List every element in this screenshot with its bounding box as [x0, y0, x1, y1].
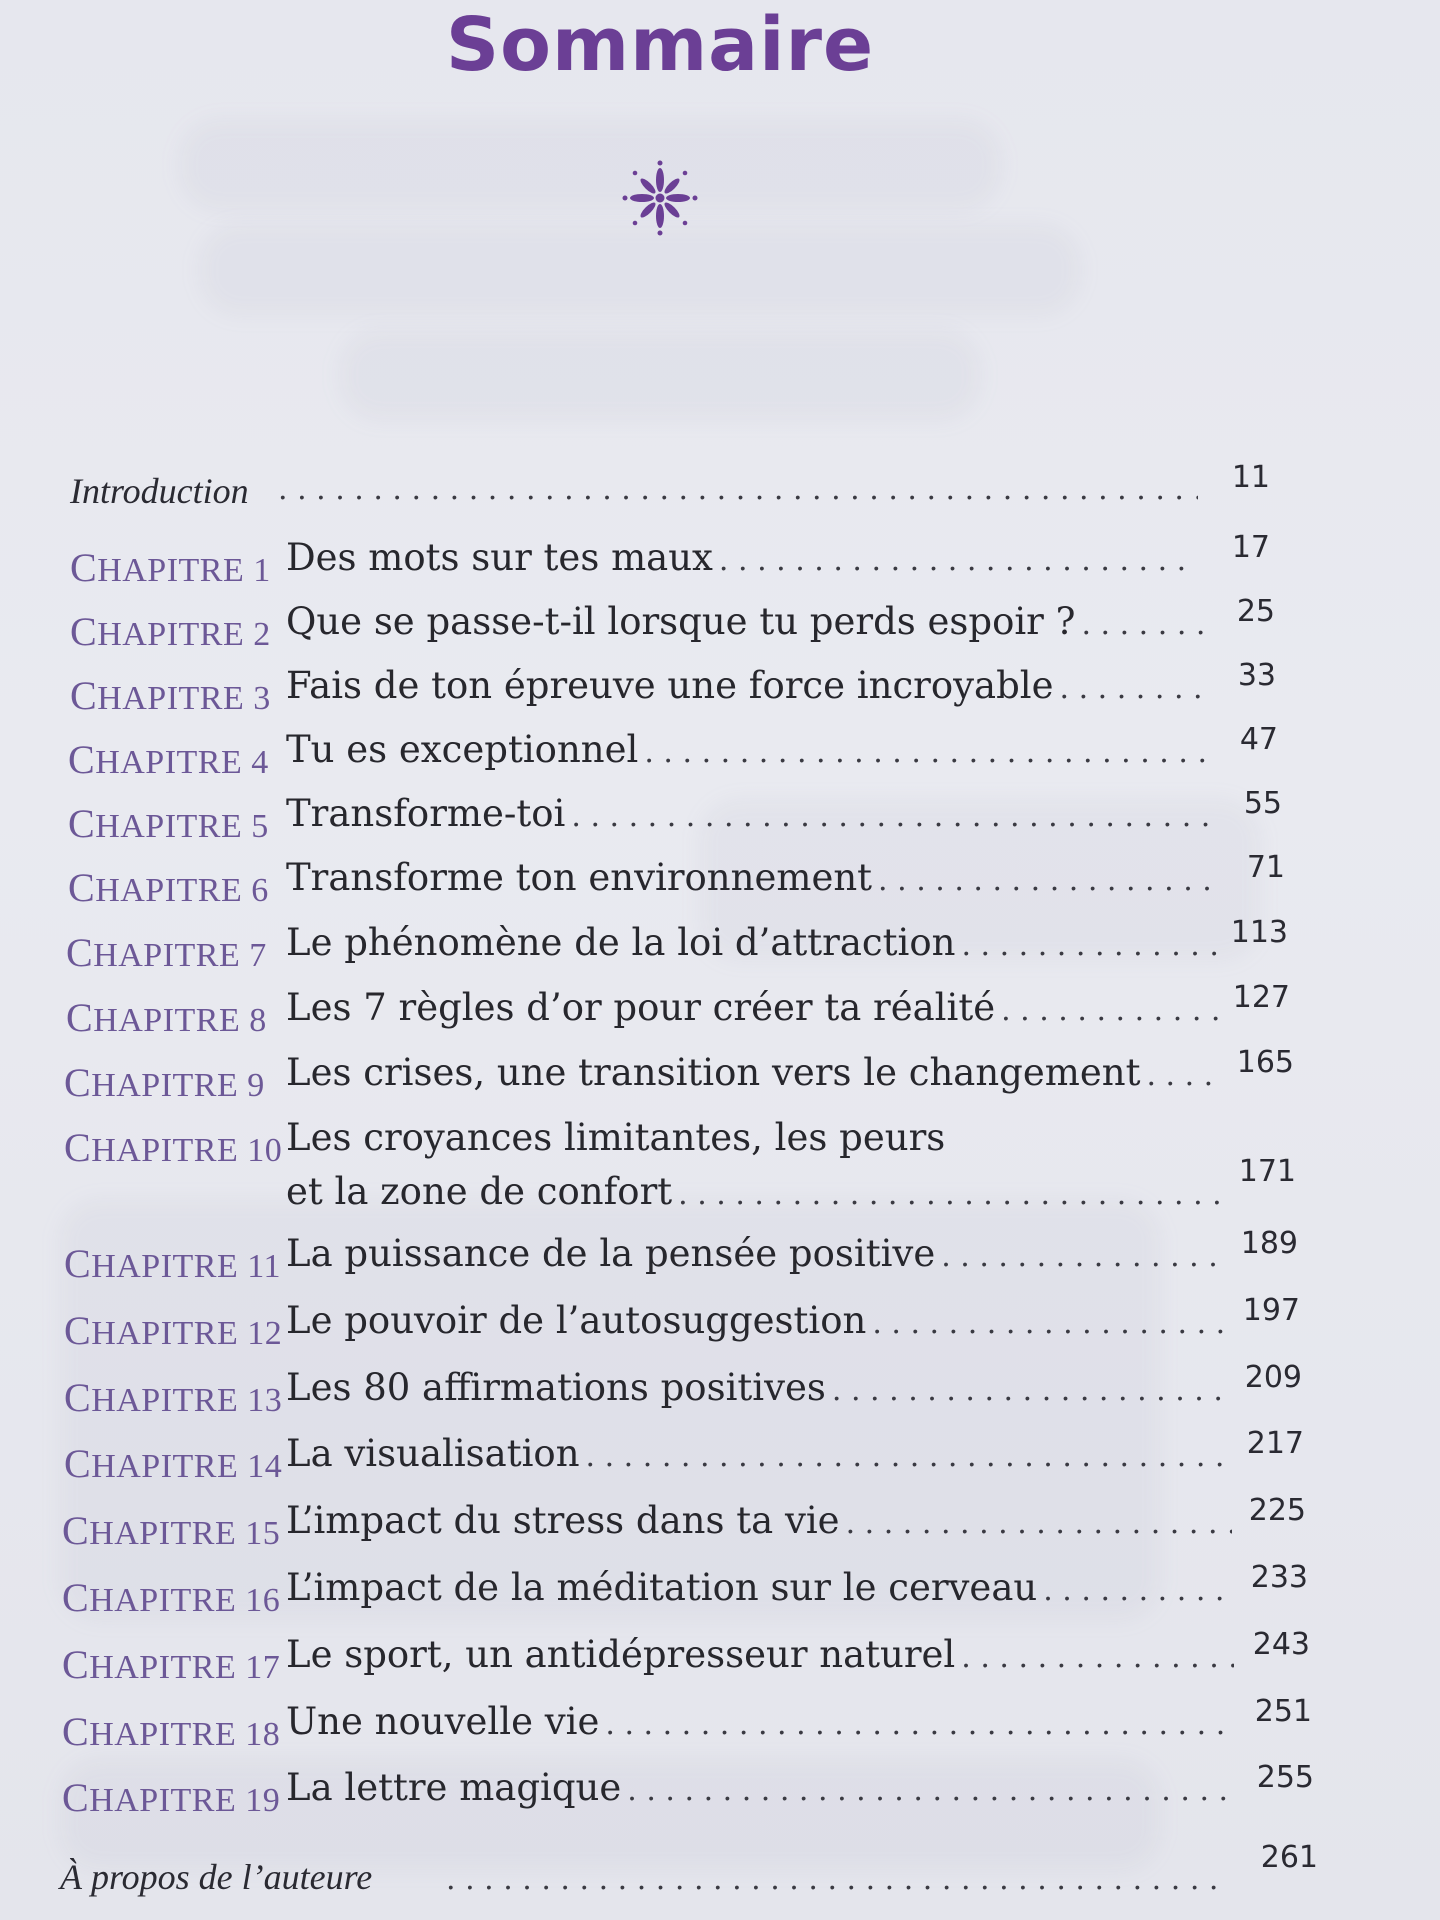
leader-dots [846, 1506, 1232, 1541]
toc-entry [286, 1299, 1230, 1342]
leader-dots [961, 1640, 1234, 1675]
page-number: 47 [1239, 722, 1278, 757]
leader-dots [941, 1239, 1226, 1274]
toc-row-chapter-1[interactable] [0, 530, 1440, 590]
chapter-title: Fais de ton épreuve une force incroyable [286, 664, 1054, 707]
page-number: 251 [1254, 1694, 1312, 1729]
toc-row-chapter-6[interactable] [0, 850, 1440, 910]
chapter-title: Les croyances limitantes, les peurs [286, 1116, 946, 1159]
toc-entry [278, 472, 1198, 507]
chapter-label: CHAPITRE 5 [68, 801, 269, 846]
toc-entry [286, 856, 1216, 899]
chapter-label: CHAPITRE 4 [68, 737, 269, 782]
chapter-title: Les 7 règles d’or pour créer ta réalité [286, 986, 996, 1029]
toc-entry [286, 664, 1206, 707]
leader-dots [1060, 671, 1206, 706]
toc-row-chapter-5[interactable] [0, 786, 1440, 846]
leader-dots [278, 472, 1198, 507]
chapter-title: Que se passe-t-il lorsque tu perds espoir ? [286, 600, 1076, 643]
toc-entry [286, 792, 1212, 835]
chapter-title: Transforme ton environnement [286, 856, 873, 899]
leader-dots [832, 1373, 1230, 1408]
page-number: 255 [1256, 1760, 1314, 1795]
toc-row-chapter-17[interactable] [0, 1627, 1440, 1687]
introduction-label: Introduction [70, 471, 249, 511]
toc-entry [286, 1366, 1230, 1409]
toc-entry [286, 1432, 1230, 1475]
toc-entry [286, 1051, 1222, 1094]
toc-row-chapter-9[interactable] [0, 1045, 1440, 1105]
page-number: 225 [1248, 1493, 1306, 1528]
chapter-label: CHAPITRE 10 [64, 1125, 283, 1170]
chapter-title: Tu es exceptionnel [286, 728, 639, 771]
chapter-label: CHAPITRE 19 [62, 1775, 281, 1820]
chapter-title: Transforme-toi [286, 792, 566, 835]
toc-row-chapter-12[interactable] [0, 1293, 1440, 1353]
toc-row-chapter-10[interactable] [0, 1110, 1440, 1230]
toc-row-introduction[interactable] [0, 460, 1440, 520]
page-number: 217 [1246, 1426, 1304, 1461]
chapter-title: L’impact de la méditation sur le cerveau [286, 1566, 1038, 1609]
toc-entry [286, 536, 1198, 579]
page-number: 197 [1242, 1293, 1300, 1328]
toc-entry [446, 1862, 1226, 1897]
leader-dots [446, 1862, 1226, 1897]
chapter-label: CHAPITRE 18 [62, 1709, 281, 1754]
toc-row-chapter-13[interactable] [0, 1360, 1440, 1420]
chapter-title-line2: et la zone de confort [286, 1170, 673, 1213]
toc-row-chapter-18[interactable] [0, 1694, 1440, 1754]
page-number: 55 [1243, 786, 1282, 821]
chapter-label: CHAPITRE 17 [62, 1642, 281, 1687]
chapter-title: Le sport, un antidépresseur naturel [286, 1633, 956, 1676]
chapter-title: La puissance de la pensée positive [286, 1232, 936, 1275]
chapter-label: CHAPITRE 3 [70, 673, 271, 718]
page-number: 71 [1246, 850, 1285, 885]
chapter-title: L’impact du stress dans ta vie [286, 1499, 840, 1542]
page-title: Sommaire [445, 2, 875, 88]
toc-entry [286, 921, 1220, 964]
leader-dots [1001, 993, 1220, 1028]
chapter-title: Le phénomène de la loi d’attraction [286, 921, 956, 964]
toc-entry [286, 728, 1206, 771]
chapter-label: CHAPITRE 7 [66, 930, 267, 975]
toc-row-chapter-4[interactable] [0, 722, 1440, 782]
leader-dots [1043, 1573, 1232, 1608]
leader-dots [627, 1773, 1238, 1808]
toc-row-about-author[interactable] [0, 1840, 1440, 1900]
toc-entry [286, 1232, 1226, 1275]
chapter-label: CHAPITRE 12 [64, 1308, 283, 1353]
leader-dots [878, 863, 1216, 898]
leader-dots [678, 1177, 1226, 1212]
page-number: 33 [1237, 658, 1276, 693]
chapter-label: CHAPITRE 16 [62, 1575, 281, 1620]
leader-dots [961, 928, 1220, 963]
chapter-title: Le pouvoir de l’autosuggestion [286, 1299, 867, 1342]
toc-entry [286, 1499, 1232, 1542]
toc-row-chapter-8[interactable] [0, 980, 1440, 1040]
toc-entry [286, 986, 1220, 1029]
leader-dots [719, 543, 1198, 578]
chapter-label: CHAPITRE 11 [64, 1241, 281, 1286]
chapter-title: Des mots sur tes maux [286, 536, 713, 579]
leader-dots [571, 799, 1212, 834]
page-number: 261 [1260, 1840, 1318, 1875]
toc-row-chapter-3[interactable] [0, 658, 1440, 718]
chapter-title: Les 80 affirmations positives [286, 1366, 826, 1409]
page-number: 11 [1231, 460, 1270, 495]
toc-entry [286, 1700, 1236, 1743]
about-author-label: À propos de l’auteure [60, 1857, 373, 1897]
chapter-label: CHAPITRE 13 [64, 1375, 283, 1420]
chapter-title: Les crises, une transition vers le changement [286, 1051, 1141, 1094]
toc-row-chapter-11[interactable] [0, 1226, 1440, 1286]
chapter-label: CHAPITRE 6 [68, 865, 269, 910]
leader-dots [586, 1439, 1230, 1474]
page-number: 127 [1232, 980, 1290, 1015]
page-number: 209 [1244, 1360, 1302, 1395]
leader-dots [605, 1707, 1236, 1742]
toc-entry [286, 1170, 1226, 1213]
page-number: 243 [1252, 1627, 1310, 1662]
chapter-label: CHAPITRE 15 [62, 1508, 281, 1553]
toc-row-chapter-14[interactable] [0, 1426, 1440, 1486]
toc-entry [286, 600, 1206, 643]
toc-row-chapter-15[interactable] [0, 1493, 1440, 1553]
page-number: 25 [1236, 594, 1275, 629]
toc-entry [286, 1566, 1232, 1609]
chapter-label: CHAPITRE 8 [66, 995, 267, 1040]
chapter-title: La visualisation [286, 1432, 580, 1475]
toc-row-chapter-2[interactable] [0, 594, 1440, 654]
page-number: 165 [1236, 1045, 1294, 1080]
toc-row-chapter-7[interactable] [0, 915, 1440, 975]
page-number: 189 [1240, 1226, 1298, 1261]
chapter-title: La lettre magique [286, 1766, 622, 1809]
toc-row-chapter-19[interactable] [0, 1760, 1440, 1820]
chapter-label: CHAPITRE 2 [70, 609, 271, 654]
chapter-label: CHAPITRE 14 [64, 1441, 283, 1486]
page-number: 113 [1230, 915, 1288, 950]
chapter-label: CHAPITRE 9 [64, 1060, 265, 1105]
toc-row-chapter-16[interactable] [0, 1560, 1440, 1620]
chapter-title: Une nouvelle vie [286, 1700, 600, 1743]
page-number: 171 [1238, 1154, 1296, 1189]
chapter-label: CHAPITRE 1 [70, 545, 271, 590]
page-number: 233 [1250, 1560, 1308, 1595]
toc-entry [286, 1633, 1234, 1676]
page-number: 17 [1231, 530, 1270, 565]
leader-dots [872, 1306, 1230, 1341]
toc-entry [286, 1766, 1238, 1809]
leader-dots [644, 735, 1206, 770]
